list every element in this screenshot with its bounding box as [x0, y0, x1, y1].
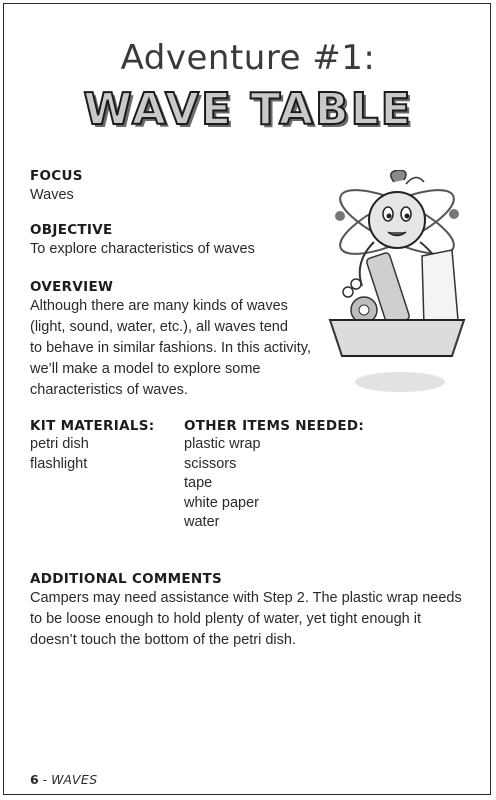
overview-heading: OVERVIEW [30, 279, 114, 295]
page-number: 6 [30, 772, 39, 787]
focus-heading: FOCUS [30, 168, 83, 184]
comment-line: Campers may need assistance with Step 2. The plastic wrap needs [30, 590, 462, 606]
focus-text: Waves [30, 187, 74, 203]
title-activity-name: WAVE TABLE [83, 84, 413, 135]
objective-text: To explore characteristics of waves [30, 241, 255, 257]
comment-line: doesn’t touch the bottom of the petri dish. [30, 632, 296, 648]
list-item: plastic wrap [184, 436, 261, 452]
title-adventure-number: Adventure #1: [120, 38, 376, 78]
other-items-list [184, 435, 364, 533]
focus-section [30, 167, 83, 206]
kit-materials-heading: KIT MATERIALS: [30, 418, 155, 434]
objective-heading: OBJECTIVE [30, 222, 113, 238]
other-items-section [184, 417, 364, 533]
page-footer [30, 772, 98, 787]
kit-materials-list [30, 435, 154, 474]
list-item: scissors [184, 455, 237, 472]
comment-line: to be loose enough to hold plenty of water, yet tight enough it [30, 611, 421, 627]
additional-comments-section [30, 570, 462, 651]
list-item: tape [184, 475, 213, 491]
overview-line: Although there are many kinds of waves [30, 298, 288, 314]
overview-line: (light, sound, water, etc.), all waves tend [30, 319, 288, 335]
list-item: petri dish [30, 436, 89, 452]
overview-line: we’ll make a model to explore some [30, 361, 261, 377]
page-title [0, 38, 496, 138]
overview-line: to behave in similar fashions. In this activity, [30, 340, 311, 356]
atom-mascot-with-tray-icon [322, 170, 472, 415]
list-item: flashlight [30, 455, 88, 472]
list-item: water [184, 514, 220, 530]
other-items-heading: OTHER ITEMS NEEDED: [184, 418, 365, 434]
kit-materials-section [30, 417, 154, 474]
overview-section [30, 278, 311, 401]
footer-separator: - [38, 772, 52, 787]
overview-line: characteristics of waves. [30, 382, 188, 398]
additional-comments-heading: ADDITIONAL COMMENTS [30, 571, 223, 587]
objective-section [30, 221, 255, 260]
list-item: white paper [184, 494, 259, 511]
footer-section-name: WAVES [51, 772, 98, 787]
